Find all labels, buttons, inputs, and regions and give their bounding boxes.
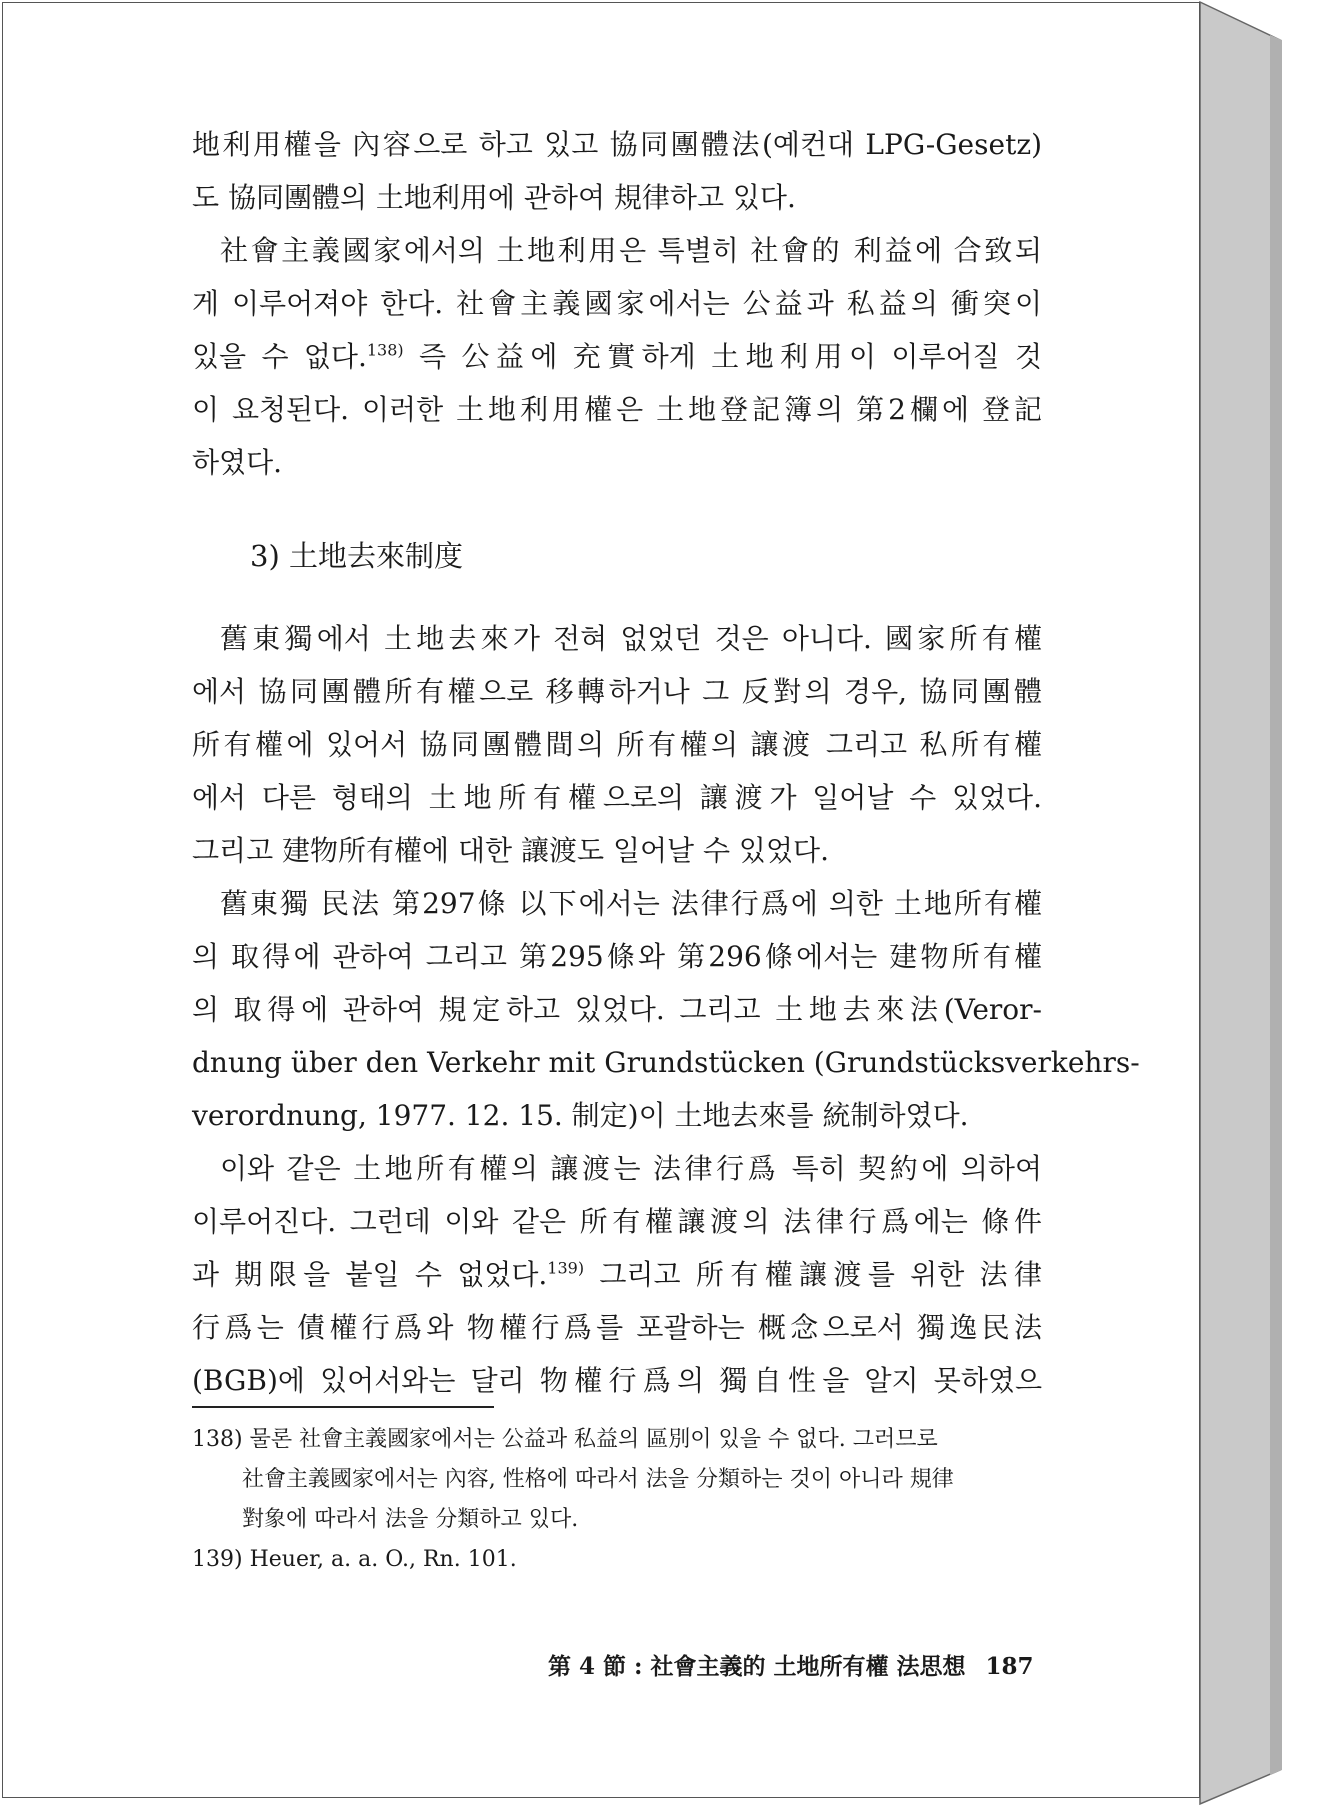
text-line: 所有權에 있어서 協同團體間의 所有權의 讓渡 그리고 私所有權: [192, 728, 1042, 761]
text-line: 舊東獨 民法 第297條 以下에서는 法律行爲에 의한 土地所有權: [220, 887, 1042, 920]
footnote-ref-139: 139): [547, 1258, 585, 1278]
text-line: 에서 다른 형태의 土地所有權으로의 讓渡가 일어날 수 있었다.: [192, 781, 1042, 814]
footnote-divider: [192, 1406, 494, 1408]
text-line: verordnung, 1977. 12. 15. 制定)이 土地去來를 統制하였다.: [192, 1099, 969, 1132]
text-line: 그리고 建物所有權에 대한 讓渡도 일어날 수 있었다.: [192, 834, 829, 867]
footnote-139: 139) Heuer, a. a. O., Rn. 101.: [192, 1547, 517, 1572]
text-line: dnung über den Verkehr mit Grundstücken (Grundstücksverkehrs-: [192, 1046, 1140, 1079]
footnote-ref-138: 138): [366, 340, 404, 360]
footnote-138: [192, 1420, 1052, 1540]
paragraph-2: [192, 224, 1042, 489]
text-line: 社會主義國家에서의 土地利用은 특별히 社會的 利益에 合致되: [220, 234, 1042, 267]
text-line: [192, 1248, 1042, 1301]
text-line: 의 取得에 관하여 그리고 第295條와 第296條에서는 建物所有權: [192, 940, 1042, 973]
footnote-line: 138) 물론 社會主義國家에서는 公益과 私益의 區別이 있을 수 없다. 그러므로: [192, 1427, 938, 1452]
paragraph-4: [192, 877, 1140, 1142]
paragraph-3: [192, 612, 1042, 877]
text-segment: 있을 수 없다.: [192, 340, 367, 373]
footnote-line: 社會主義國家에서는 內容, 性格에 따라서 法을 分類하는 것이 아니라 規律: [242, 1467, 954, 1492]
text-segment: 그리고 所有權讓渡를 위한 法律: [584, 1258, 1042, 1291]
text-line: 의 取得에 관하여 規定하고 있었다. 그리고 土地去來法(Veror-: [192, 993, 1042, 1026]
text-line: 에서 協同團體所有權으로 移轉하거나 그 反對의 경우, 協同團體: [192, 675, 1042, 708]
text-line: 이와 같은 土地所有權의 讓渡는 法律行爲 특히 契約에 의하여: [220, 1152, 1042, 1185]
footnotes: [192, 1420, 1052, 1580]
text-line: 하였다.: [192, 446, 283, 479]
section-heading: 3) 土地去來制度: [250, 539, 463, 573]
text-line: 行爲는 債權行爲와 物權行爲를 포괄하는 概念으로서 獨逸民法: [192, 1311, 1042, 1344]
footnote-line: 對象에 따라서 法을 分類하고 있다.: [242, 1507, 579, 1532]
text-segment: 과 期限을 붙일 수 없었다.: [192, 1258, 548, 1291]
text-line: [192, 330, 1042, 383]
running-title: 第 4 節 : 社會主義的 土地所有權 法思想: [548, 1653, 966, 1680]
body-text-2: [192, 612, 1140, 1407]
text-line: 이 요청된다. 이러한 土地利用權은 土地登記簿의 第2欄에 登記: [192, 393, 1042, 426]
text-line: 도 協同團體의 土地利用에 관하여 規律하고 있다.: [192, 181, 796, 214]
text-line: (BGB)에 있어서와는 달리 物權行爲의 獨自性을 알지 못하였으: [192, 1364, 1042, 1397]
text-line: 舊東獨에서 土地去來가 전혀 없었던 것은 아니다. 國家所有權: [220, 622, 1042, 655]
text-line: 게 이루어져야 한다. 社會主義國家에서는 公益과 私益의 衝突이: [192, 287, 1042, 320]
body-text: [192, 118, 1042, 489]
paragraph-1: [192, 118, 1042, 224]
text-segment: 즉 公益에 充實하게 土地利用이 이루어질 것: [403, 340, 1042, 373]
paragraph-5: [192, 1142, 1042, 1407]
text-line: 이루어진다. 그런데 이와 같은 所有權讓渡의 法律行爲에는 條件: [192, 1205, 1042, 1238]
text-line: 地利用權을 內容으로 하고 있고 協同團體法(예컨대 LPG-Gesetz): [192, 128, 1042, 161]
page-number: 187: [985, 1653, 1034, 1680]
page-footer: [548, 1648, 1034, 1681]
